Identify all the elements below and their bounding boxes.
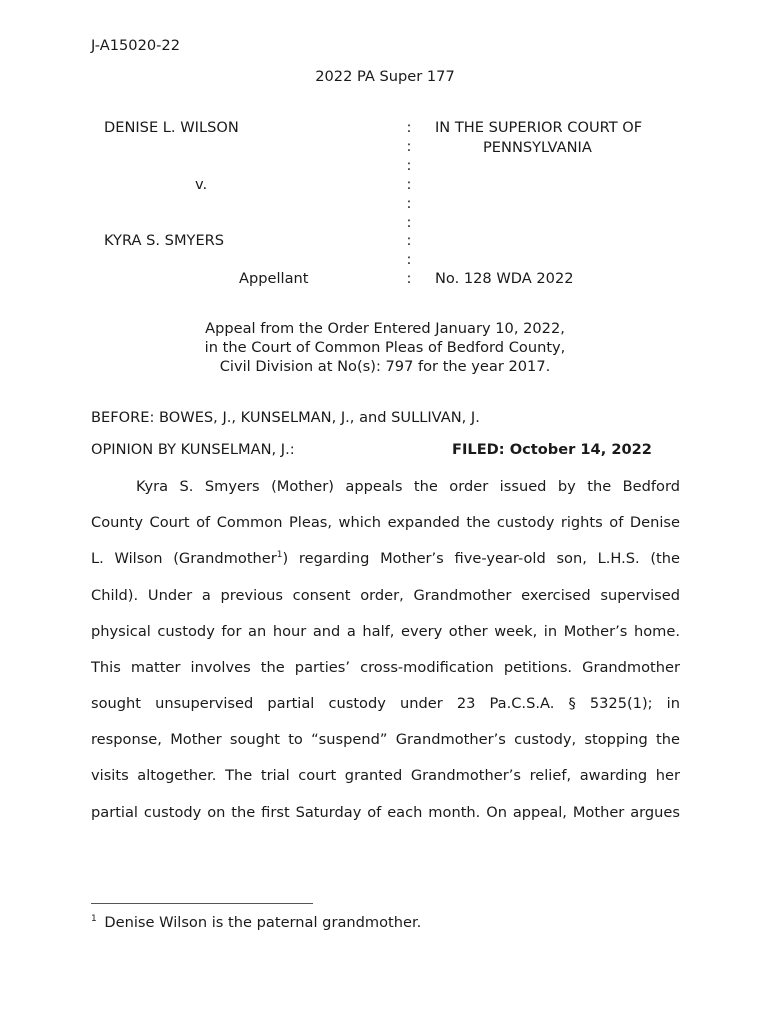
docket-number: No. 128 WDA 2022 [435,270,574,287]
footnote-ref[interactable]: 1 [276,550,283,560]
caption-colon: : [406,251,412,268]
footnote-divider [91,903,313,904]
body-line: sought unsupervised partial custody under 23 Pa.C.S.A. § 5325(1); in [91,695,680,712]
docket-code: J-A15020-22 [91,37,180,54]
court-name-line1: IN THE SUPERIOR COURT OF [435,119,643,136]
body-line: Child). Under a previous consent order, Grandmother exercised supervised [91,587,680,604]
body-line: response, Mother sought to “suspend” Grandmother’s custody, stopping the [91,731,680,748]
body-line: visits altogether. The trial court granted Grandmother’s relief, awarding her [91,767,680,784]
caption-colon: : [406,138,412,155]
caption-colon: : [406,157,412,174]
body-line: physical custody for an hour and a half, every other week, in Mother’s home. [91,623,680,640]
body-line: partial custody on the first Saturday of each month. On appeal, Mother argues [91,804,680,821]
filed-date: FILED: October 14, 2022 [452,441,652,458]
body-line: County Court of Common Pleas, which expanded the custody rights of Denise [91,514,680,531]
caption-colon: : [406,270,412,287]
appeal-line-3: Civil Division at No(s): 797 for the year 2017. [219,358,551,375]
body-text: ) regarding Mother’s five-year-old son, L.H.S. (the [282,550,680,567]
body-text: L. Wilson (Grandmother [91,550,277,567]
appellant-name: KYRA S. SMYERS [104,232,225,249]
versus: v. [195,176,208,193]
panel-before: BEFORE: BOWES, J., KUNSELMAN, J., and SULLIVAN, J. [91,409,480,426]
footnote-marker: 1 [91,914,97,924]
caption-colon: : [406,119,412,136]
body-line: This matter involves the parties’ cross-modification petitions. Grandmother [91,659,680,676]
body-line: Kyra S. Smyers (Mother) appeals the order issued by the Bedford [136,478,680,495]
caption-colon: : [406,232,412,249]
caption-colon: : [406,195,412,212]
footnote [91,914,421,931]
court-name-line2: PENNSYLVANIA [483,139,592,156]
opinion-author: OPINION BY KUNSELMAN, J.: [91,441,295,458]
caption-colon: : [406,214,412,231]
footnote-text: Denise Wilson is the paternal grandmother. [104,914,422,931]
appeal-line-1: Appeal from the Order Entered January 10, 2022, [205,320,565,337]
appellant-role: Appellant [239,270,309,287]
citation: 2022 PA Super 177 [315,68,455,85]
caption-colon: : [406,176,412,193]
appeal-line-2: in the Court of Common Pleas of Bedford County, [204,339,566,356]
body-line [91,550,680,567]
appellee-name: DENISE L. WILSON [104,119,239,136]
